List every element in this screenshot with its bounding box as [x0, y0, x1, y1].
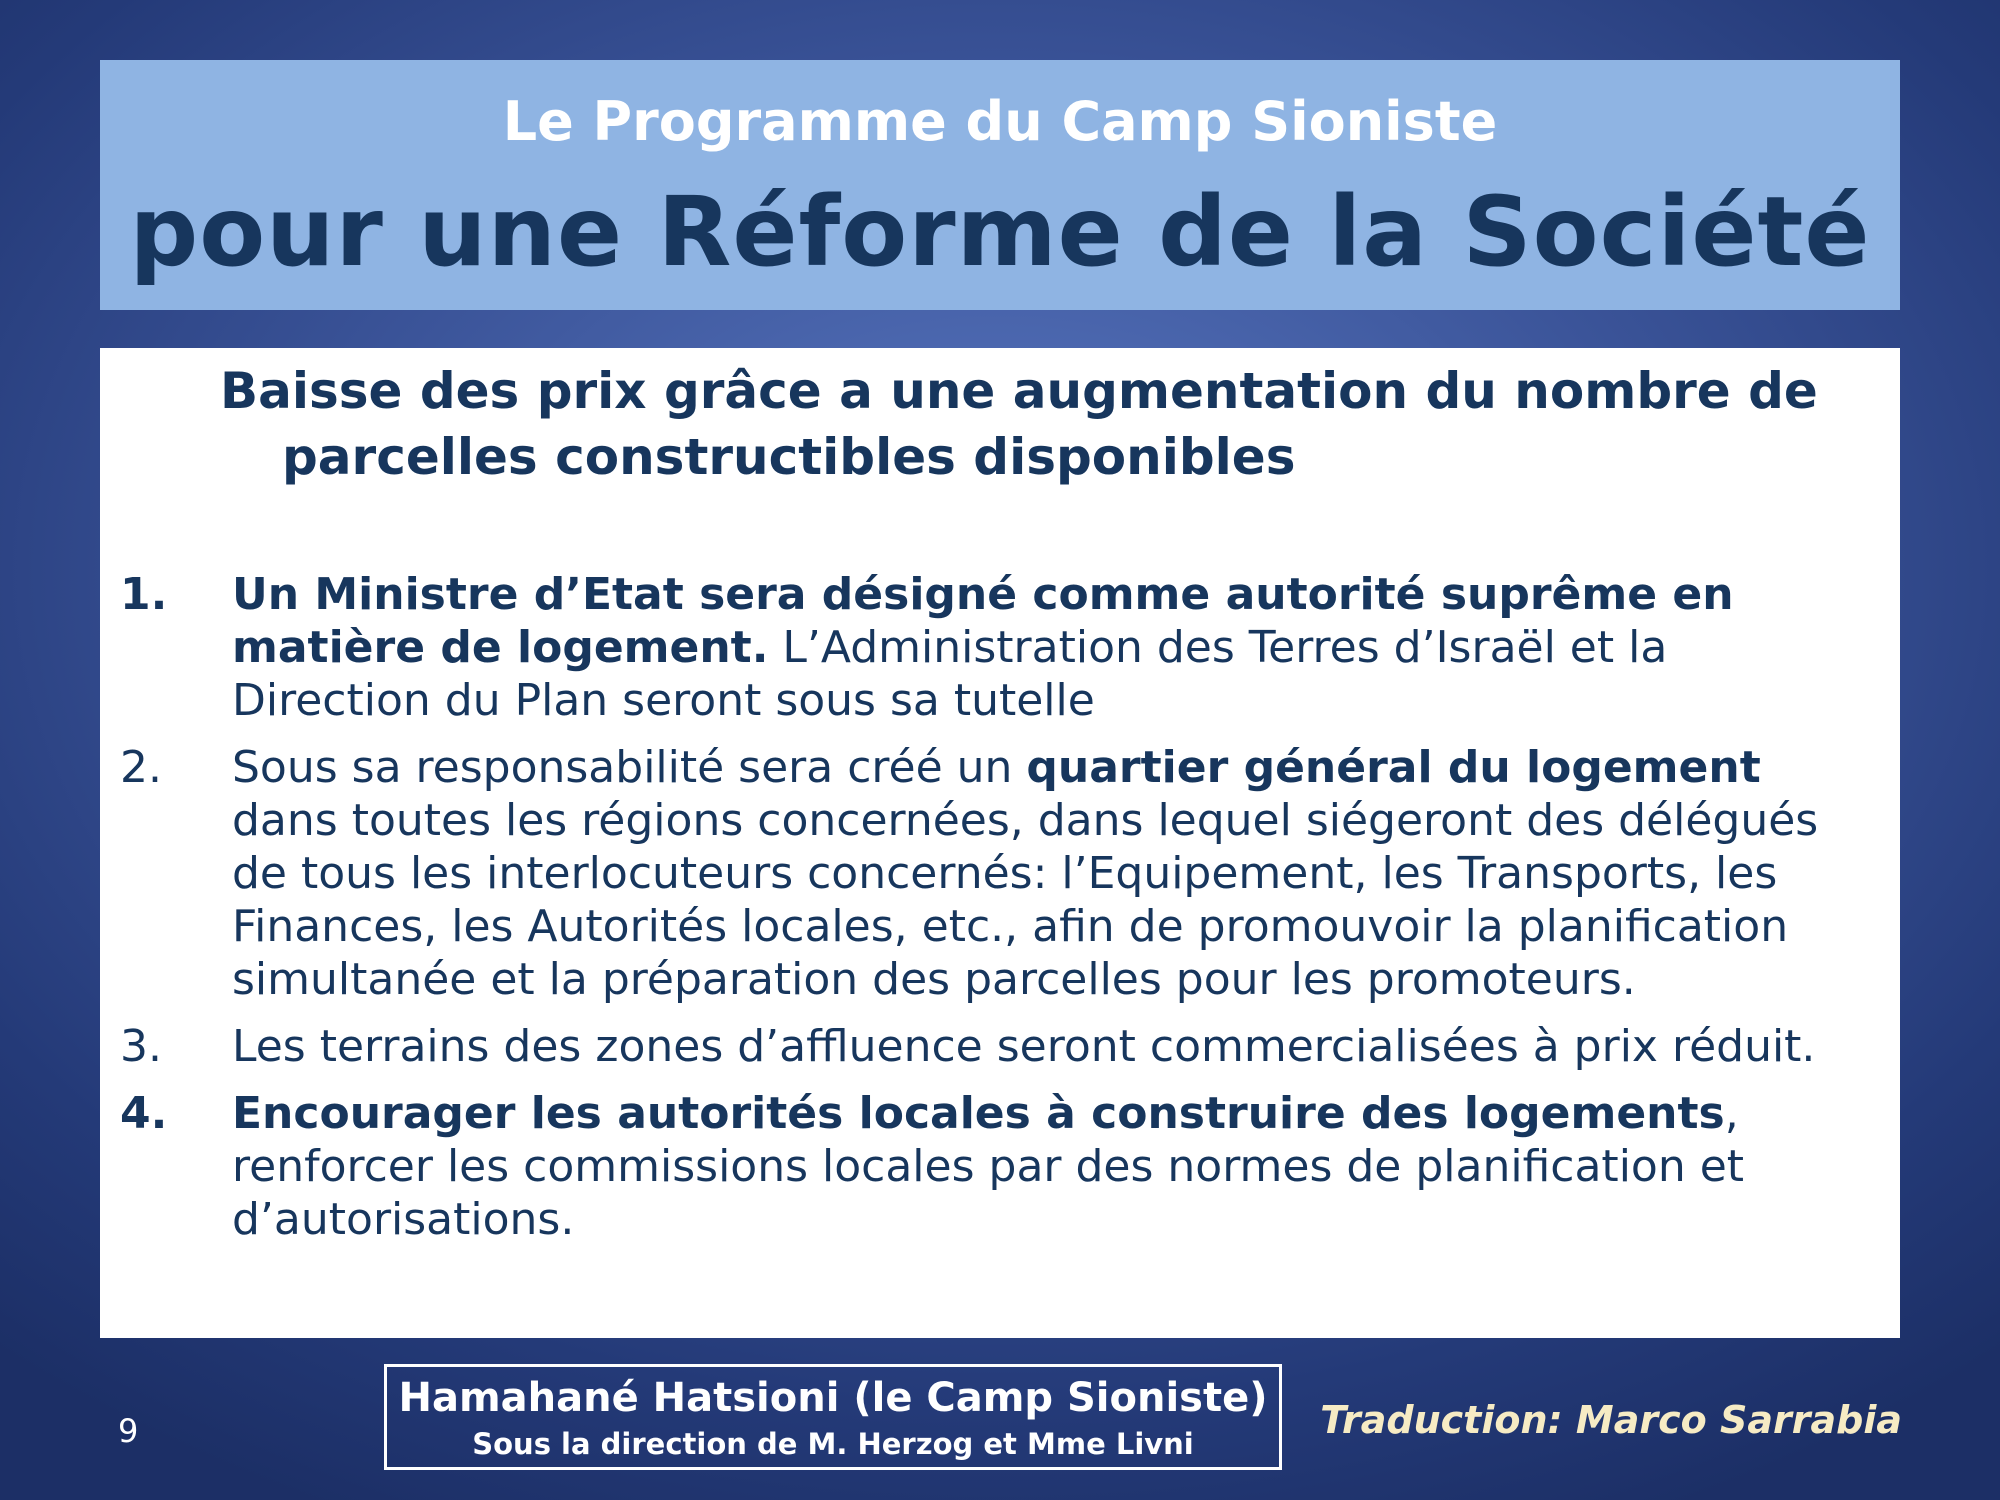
translator-credit: Traduction: Marco Sarrabia	[1320, 1398, 1902, 1442]
item-text: Les terrains des zones d’affluence seront commercialisées à prix réduit.	[232, 1021, 1816, 1072]
item-number: 4.	[120, 1088, 168, 1139]
item-text-bold: Un Ministre d’Etat sera désigné comme autorité suprême en matière de logement.	[232, 569, 1734, 673]
item-text: L’Administration des Terres d’Israël et la Direction du Plan seront sous sa tutelle	[232, 622, 1668, 726]
content-panel	[100, 348, 1900, 1338]
title-banner	[100, 60, 1900, 310]
item-number: 3.	[120, 1021, 162, 1072]
item-text: dans toutes les régions concernées, dans lequel siégeront des délégués de tous les interlocuteurs concernés: l’Equipement, les Transports, les Finances, les Autorités locales, etc., afin de promouvoir la planification simultanée et la préparation des parcelles pour les promoteurs.	[232, 795, 1819, 1005]
slide-subtitle: Le Programme du Camp Sioniste	[502, 90, 1498, 153]
footer-party-name: Hamahané Hatsioni (le Camp Sioniste)	[398, 1375, 1268, 1421]
item-number: 1.	[120, 569, 168, 620]
slide-title: pour une Réforme de la Société	[129, 176, 1871, 288]
list-item	[120, 741, 1860, 1006]
item-text: , renforcer les commissions locales par des normes de planification et d’autorisations.	[232, 1088, 1745, 1245]
footer-leaders: Sous la direction de M. Herzog et Mme Livni	[472, 1427, 1194, 1461]
list-item	[120, 1020, 1860, 1073]
item-text-bold: Encourager les autorités locales à construire des logements	[232, 1088, 1725, 1139]
list-item	[120, 1087, 1860, 1246]
list-item	[120, 568, 1860, 727]
item-text: Sous sa responsabilité sera créé un	[232, 742, 1027, 793]
item-number: 2.	[120, 742, 162, 793]
footer-attribution	[384, 1364, 1282, 1470]
measures-list	[120, 568, 1860, 1246]
item-text-bold: quartier général du logement	[1026, 742, 1761, 793]
section-heading: Baisse des prix grâce a une augmentation du nombre de parcelles constructibles disponibles	[220, 362, 1818, 486]
page-number: 9	[118, 1412, 139, 1450]
